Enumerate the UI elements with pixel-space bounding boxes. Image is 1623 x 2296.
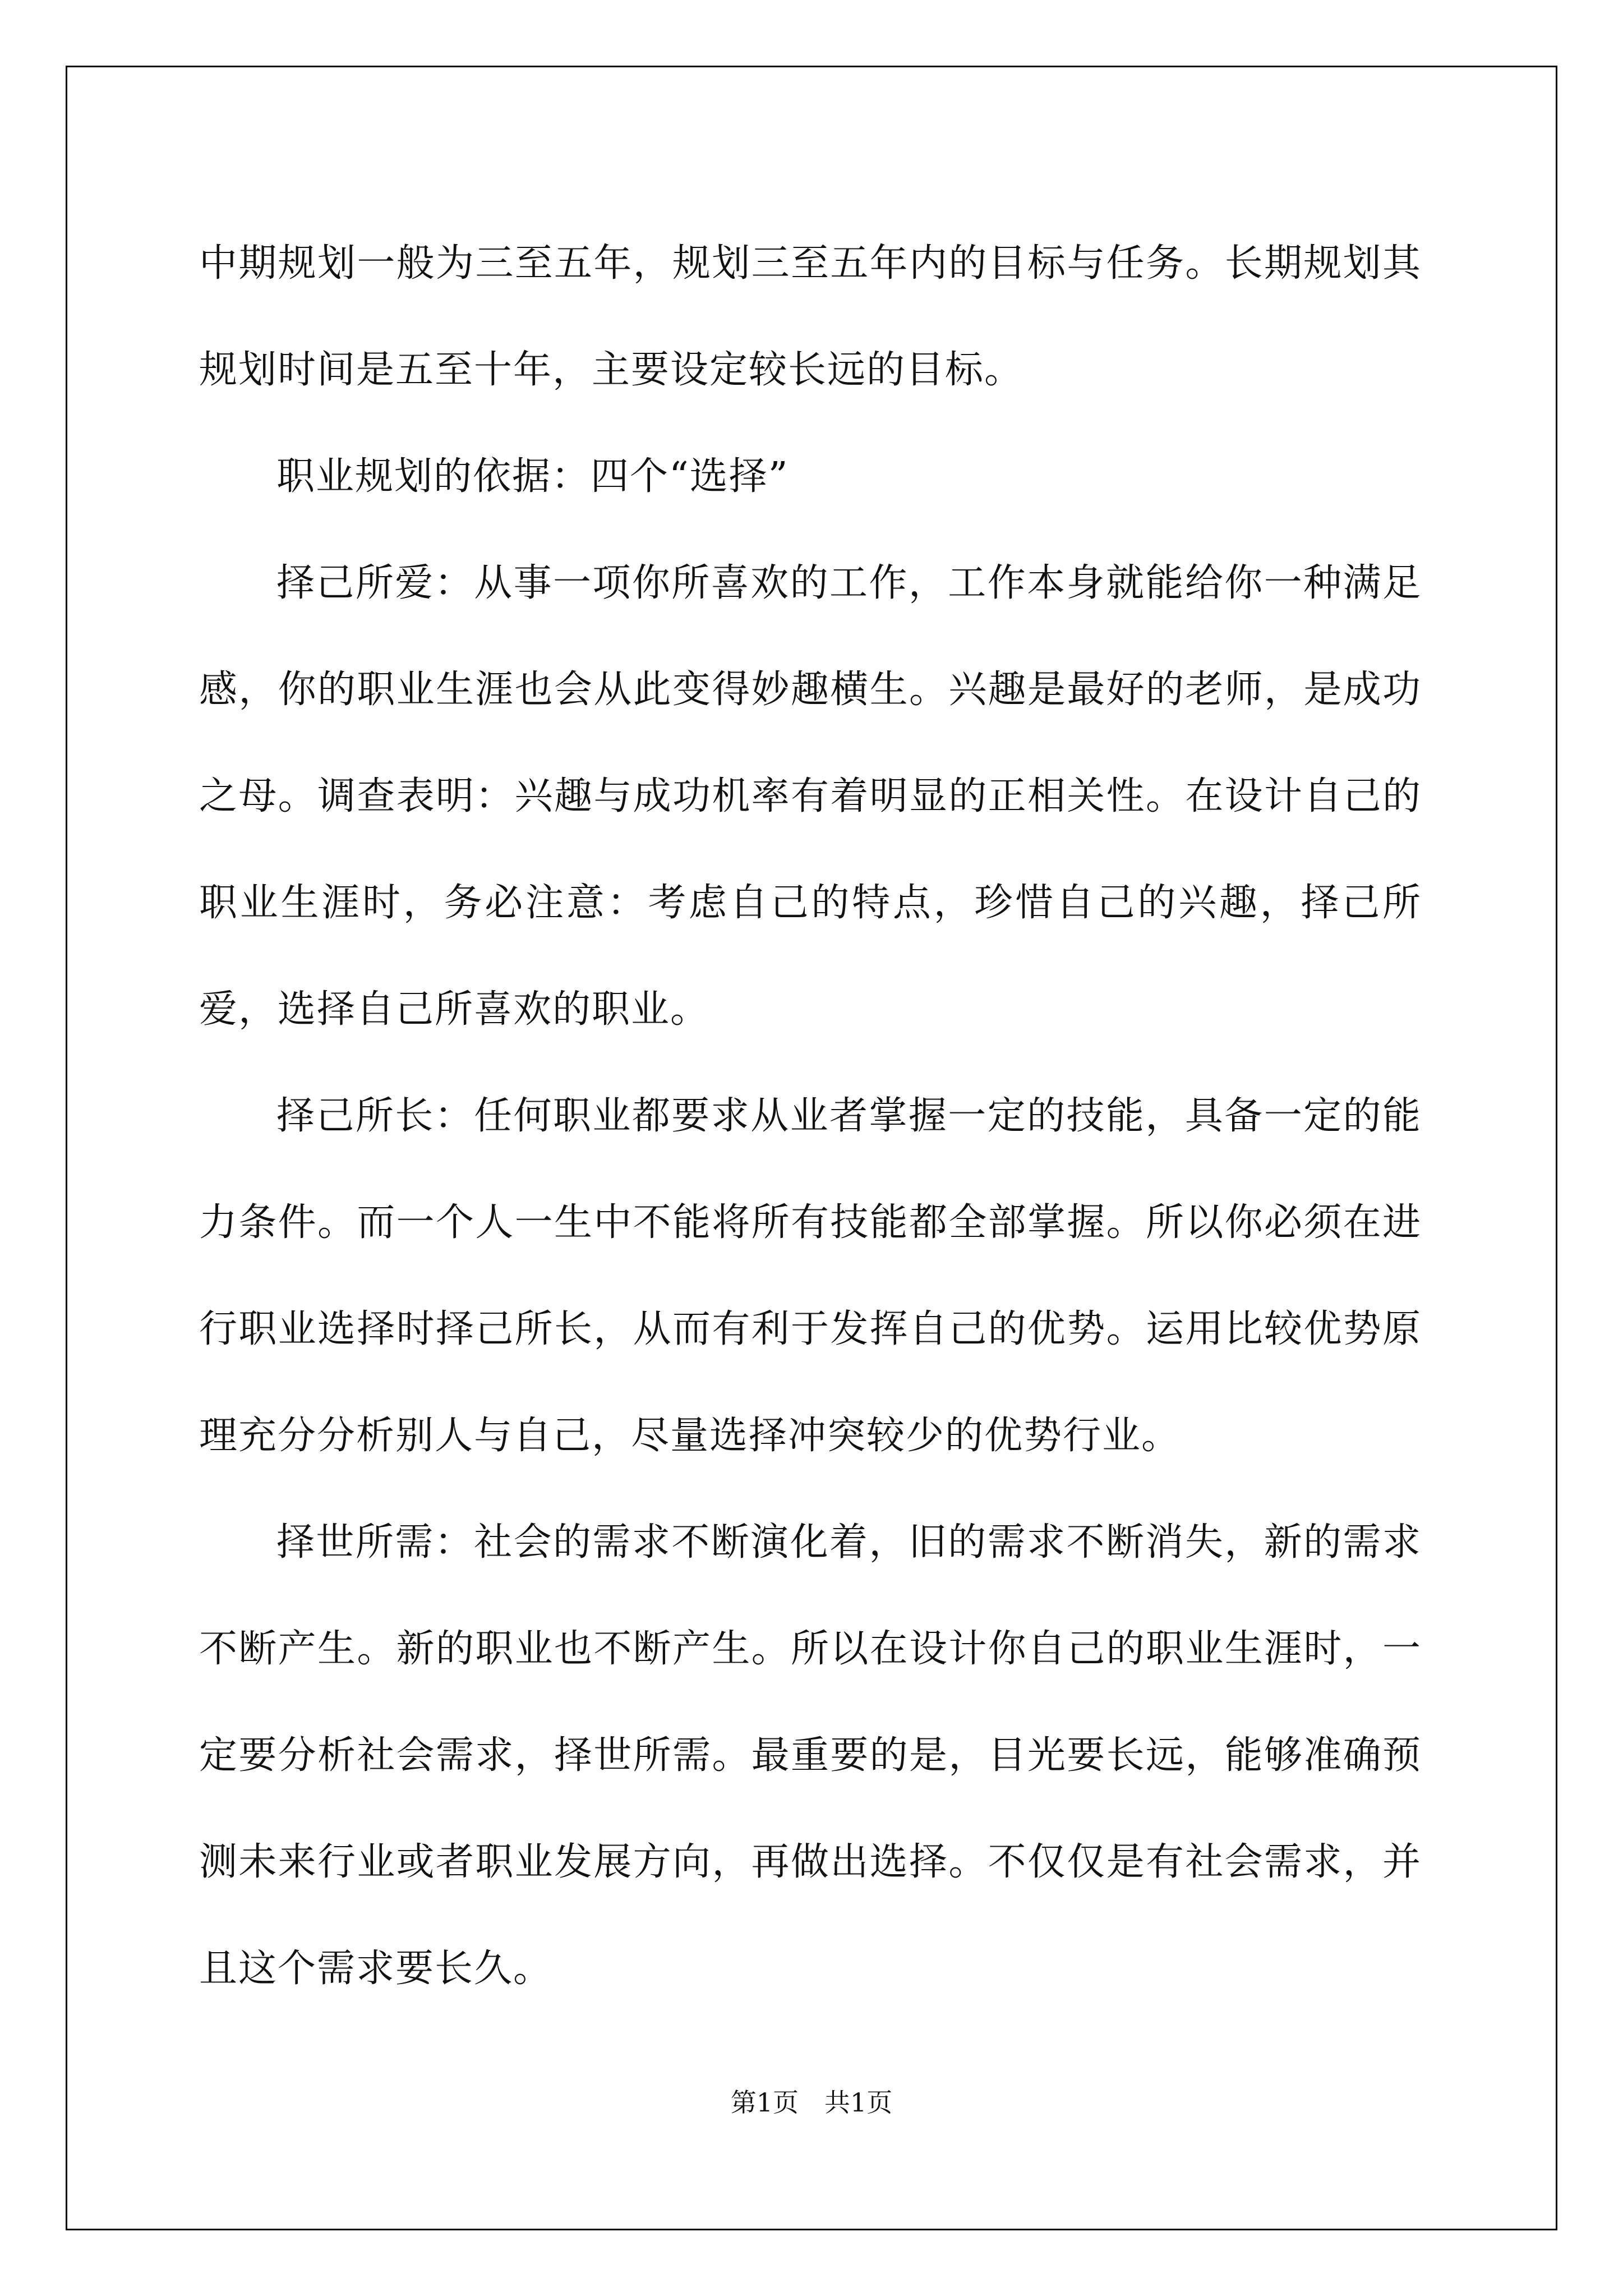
paragraph-basis-heading: 职业规划的依据：四个“选择” bbox=[276, 454, 789, 499]
document-body bbox=[199, 210, 1422, 2022]
paragraph-choose-what-you-love: 择己所爱：从事一项你所喜欢的工作，工作本身就能给你一种满足感，你的职业生涯也会从此变得妙趣横生。兴趣是最好的老师，是成功之母。调查表明：兴趣与成功机率有着明显的正相关性。在设计自己的职业生涯时，务必注意：考虑自己的特点，珍惜自己的兴趣，择己所爱，选择自己所喜欢的职业。 bbox=[199, 561, 1422, 1032]
paragraph-choose-your-strengths: 择己所长：任何职业都要求从业者掌握一定的技能，具备一定的能力条件。而一个人一生中不能将所有技能都全部掌握。所以你必须在进行职业选择时择己所长，从而有利于发挥自己的优势。运用比较优势原理充分分析别人与自己，尽量选择冲突较少的优势行业。 bbox=[199, 1094, 1422, 1458]
page-number-footer: 第1页 共1页 bbox=[730, 2087, 893, 2118]
paragraph-medium-long-term: 中期规划一般为三至五年，规划三至五年内的目标与任务。长期规划其规划时间是五至十年，主要设定较长远的目标。 bbox=[199, 241, 1422, 392]
paragraph-choose-what-world-needs: 择世所需：社会的需求不断演化着，旧的需求不断消失，新的需求不断产生。新的职业也不断产生。所以在设计你自己的职业生涯时，一定要分析社会需求，择世所需。最重要的是，目光要长远，能够准确预测未来行业或者职业发展方向，再做出选择。不仅仅是有社会需求，并且这个需求要长久。 bbox=[199, 1520, 1422, 1991]
